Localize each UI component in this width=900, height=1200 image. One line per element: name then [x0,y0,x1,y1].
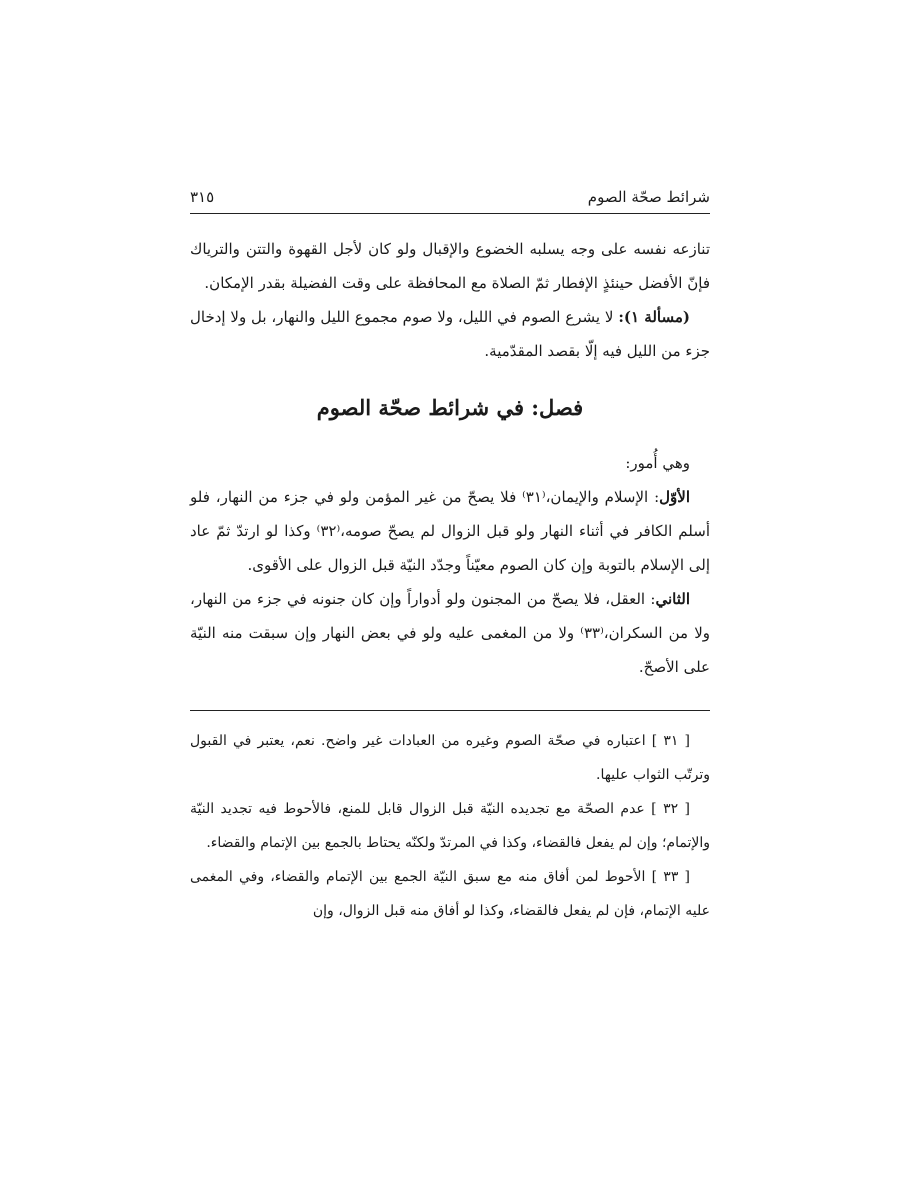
condition-second-label: الثاني [655,590,690,608]
issue-label: (مسألة ١): [618,308,690,326]
page-header [190,186,710,208]
footnote-divider [190,710,710,711]
running-title: شرائط صحّة الصوم [587,188,710,206]
condition-first-text: : الإسلام والإيمان،⁽٣١⁾ فلا يصحّ من غير المؤمن ولو في جزء من النهار، فلو أسلم الكافر في أثناء النهار ولو قبل الزوال لم يصحّ صومه،⁽٣٢⁾ وكذا لو ارتدّ ثمّ عاد إلى الإسلام بالتوبة وإن كان الصوم معيّناً وجدّد النيّة قبل الزوال على الأقوى. [190,488,710,574]
footnote-33: [ ٣٣ ] الأحوط لمن أفاق منه مع سبق النيّة الجمع بين الإتمام والقضاء، وفي المغمى عليه الإتمام، فإن لم يفعل فالقضاء، وكذا لو أفاق منه قبل الزوال، وإن [190,869,710,919]
section-heading: فصل: في شرائط صحّة الصوم [316,395,584,420]
condition-second-text: : العقل، فلا يصحّ من المجنون ولو أدواراً وإن كان جنونه في جزء من النهار، ولا من السكران،⁽٣٣⁾ ولا من المغمى عليه ولو في بعض النهار وإن سبقت منه النيّة على الأصحّ. [190,590,710,676]
footnote-31: [ ٣١ ] اعتباره في صحّة الصوم وغيره من العبادات غير واضح. نعم، يعتبر في القبول وترتّب الثواب عليها. [190,733,710,783]
main-text [190,232,710,684]
footnote-32: [ ٣٢ ] عدم الصحّة مع تجديده النيّة قبل الزوال قابل للمنع، فالأحوط فيه تجديد النيّة والإتمام؛ وإن لم يفعل فالقضاء، وكذا في المرتدّ ولكنّه يحتاط بالجمع بين الإتمام والقضاء. [190,801,710,851]
header-divider [190,213,710,214]
paragraph-continuation: تنازعه نفسه على وجه يسلبه الخضوع والإقبال ولو كان لأجل القهوة والتتن والترياك فإنّ الأفضل حينئذٍ الإفطار ثمّ الصلاة مع المحافظة على وقت الفضيلة بقدر الإمكان. [190,240,710,292]
condition-first-label: الأوّل [659,488,690,506]
condition-first [190,480,710,582]
issue-text: لا يشرع الصوم في الليل، ولا صوم مجموع الليل والنهار، بل ولا إدخال جزء من الليل فيه إلّا بقصد المقدّمية. [190,308,710,360]
footnotes [190,724,710,928]
condition-second [190,582,710,684]
intro-line: وهي أُمور: [625,454,690,472]
page-number: ٣١٥ [190,188,215,206]
issue-paragraph [190,300,710,368]
